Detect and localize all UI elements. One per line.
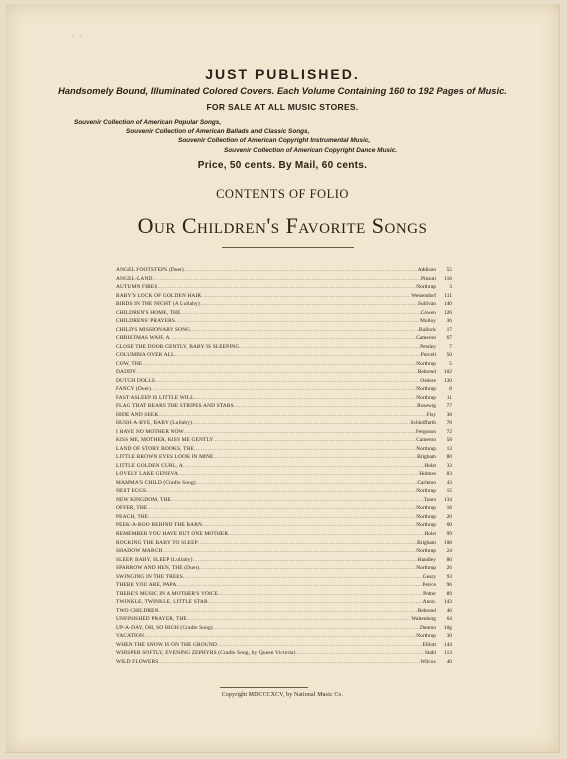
song-author: Cameron xyxy=(416,437,436,444)
dot-leader xyxy=(147,504,416,513)
page-number: 140 xyxy=(443,301,452,308)
song-author: Tours xyxy=(423,496,436,503)
dot-leader xyxy=(158,283,417,292)
dot-leader xyxy=(183,462,424,471)
souvenir-line: Souvenir Collection of American Copyright Instrumental Music, xyxy=(178,137,371,145)
page-number: 26 xyxy=(446,565,452,572)
song-author: Northrup xyxy=(416,488,436,495)
toc-row xyxy=(116,453,452,462)
price-line: Price, 50 cents. By Mail, 60 cents. xyxy=(197,160,368,171)
song-author: Northrup xyxy=(416,386,436,393)
page-number: 33 xyxy=(446,462,452,469)
song-author: Addison xyxy=(417,267,436,273)
song-title: NEST EGGS xyxy=(116,488,147,495)
song-title: UP-A-DAY, OH, SO HIGH (Cradle Song) xyxy=(116,624,213,631)
song-title: CHILDREN'S HOME, THE xyxy=(116,309,181,316)
song-title: DADDY xyxy=(116,369,137,376)
song-author: Northrup xyxy=(416,360,436,367)
page-number: 80 xyxy=(446,454,452,461)
dot-leader xyxy=(196,479,418,488)
page-number: 134 xyxy=(443,496,452,503)
song-title: COW, THE xyxy=(116,360,143,367)
song-title: THERE YOU ARE, PAPA xyxy=(116,582,177,589)
dot-leader xyxy=(201,292,411,301)
song-author: Purcell xyxy=(420,352,436,359)
page-number: 24 xyxy=(446,548,452,555)
toc-row xyxy=(116,470,452,479)
song-author: Northrup xyxy=(416,522,436,529)
dot-leader xyxy=(178,470,419,479)
page-number: 67 xyxy=(446,335,452,342)
song-title: FAST ASLEEP IS LITTLE WILL xyxy=(116,394,194,401)
toc-row xyxy=(116,360,452,369)
page-number: 7 xyxy=(449,343,452,350)
table-of-contents xyxy=(116,266,452,666)
toc-row xyxy=(116,504,452,513)
song-author: Peirce xyxy=(422,582,436,589)
song-author: Behrend xyxy=(417,607,436,614)
page-number: 108 xyxy=(443,539,452,546)
dot-leader xyxy=(193,556,418,565)
toc-row xyxy=(116,573,452,582)
song-title: NEW KINGDOM, THE xyxy=(116,496,172,503)
toc-row xyxy=(116,385,452,394)
dot-leader xyxy=(170,334,417,343)
toc-row xyxy=(116,641,452,650)
page-number: 55 xyxy=(446,267,452,273)
page-number: 113 xyxy=(444,650,452,657)
song-author: Schleiffarth xyxy=(410,420,436,427)
song-author: Cameron xyxy=(416,335,436,342)
song-title: FLAG THAT BEARS THE STRIPES AND STARS xyxy=(116,403,234,410)
binding-description: Handsomely Bound, Illuminated Colored Covers. Each Volume Containing 160 to 192 Pages of Music. xyxy=(58,86,507,97)
song-title: MAMMA'S CHILD (Cradle Song) xyxy=(116,479,196,486)
toc-row xyxy=(116,326,452,335)
advertisement-header xyxy=(6,66,559,112)
dot-leader xyxy=(171,496,424,505)
toc-row xyxy=(116,275,452,284)
song-author: Bullock xyxy=(418,326,436,333)
dot-leader xyxy=(184,428,416,437)
dot-leader xyxy=(213,453,417,462)
stores-line: FOR SALE AT ALL MUSIC STORES. xyxy=(206,102,359,112)
just-published-heading: JUST PUBLISHED. xyxy=(205,66,360,82)
page-number: 46 xyxy=(446,607,452,614)
page-number: 13 xyxy=(446,445,452,452)
song-title: PEEK-A-BOO BEHIND THE BARN xyxy=(116,522,203,529)
toc-row xyxy=(116,607,452,616)
page-number: 93 xyxy=(446,573,452,580)
song-author: Denton xyxy=(420,624,436,631)
song-title: LOVELY LAKE GENEVA xyxy=(116,471,179,478)
page-number: 11 xyxy=(446,394,452,401)
song-title: ANGEL FOOTSTEPS (Duet) xyxy=(116,267,184,273)
song-title: WHEN THE SNOW IS ON THE GROUND xyxy=(116,641,217,648)
page-number: 3 xyxy=(449,284,452,291)
song-title: LAND OF STORY BOOKS, THE xyxy=(116,445,194,452)
song-title: HIDE AND SEEK xyxy=(116,411,159,418)
song-author: Handley xyxy=(417,556,436,563)
song-author: Persley xyxy=(420,343,436,350)
song-title: I HAVE NO MOTHER NOW xyxy=(116,428,184,435)
song-author: Anon. xyxy=(422,599,436,606)
song-author: Wilcox xyxy=(420,658,436,665)
toc-row xyxy=(116,334,452,343)
toc-row xyxy=(116,317,452,326)
toc-row xyxy=(116,266,452,275)
souvenir-collections xyxy=(6,118,559,155)
dot-leader xyxy=(217,641,423,650)
dot-leader xyxy=(148,513,416,522)
dot-leader xyxy=(158,658,420,667)
dot-leader xyxy=(296,649,425,658)
song-title: HUSH-A-BYE, BABY (Lullaby) xyxy=(116,420,193,427)
page-marks: · · xyxy=(72,34,84,40)
song-title: BIRDS IN THE NIGHT (A Lullaby) xyxy=(116,301,200,308)
page-number: 102 xyxy=(443,369,452,376)
song-title: FANCY (Duet) xyxy=(116,386,151,393)
song-title: BABY'S LOCK OF GOLDEN HAIR xyxy=(116,292,202,299)
folio-page xyxy=(6,4,560,753)
song-title: CHRISTMAS WAIF, A xyxy=(116,335,170,342)
page-number: 30 xyxy=(446,633,452,640)
song-author: Sullivan xyxy=(418,301,436,308)
dot-leader xyxy=(218,590,423,599)
song-title: OFFER, THE xyxy=(116,505,148,512)
song-title: SLEEP, BABY, SLEEP (Lullaby) xyxy=(116,556,193,563)
song-author: Fisy xyxy=(426,411,436,418)
page-number: 72 xyxy=(446,428,452,435)
dot-leader xyxy=(153,275,421,284)
song-author: Pinsuti xyxy=(421,275,436,282)
toc-row xyxy=(116,309,452,318)
dot-leader xyxy=(155,377,420,386)
toc-row xyxy=(116,521,452,530)
title-divider xyxy=(222,247,354,248)
song-author: Waltenberg xyxy=(411,616,436,623)
dot-leader xyxy=(183,573,423,582)
dot-leader xyxy=(194,445,416,454)
toc-row xyxy=(116,556,452,565)
dot-leader xyxy=(202,521,416,530)
toc-row xyxy=(116,419,452,428)
song-title: LITTLE GOLDEN CURL, A xyxy=(116,462,183,469)
page-number: 118 xyxy=(444,275,452,282)
page-number: 143 xyxy=(443,599,452,606)
song-author: Geary xyxy=(422,573,436,580)
song-author: Northrup xyxy=(416,284,436,291)
dot-leader xyxy=(184,266,418,275)
song-title: LITTLE BROWN EYES LOOK IN MINE xyxy=(116,454,214,461)
toc-row xyxy=(116,428,452,437)
song-title: WHISPER SOFTLY, EVENING ZEPHYRS (Cradle Song, by Queen Victoria) xyxy=(116,650,296,657)
toc-row xyxy=(116,530,452,539)
footer-divider xyxy=(220,687,308,688)
toc-row xyxy=(116,513,452,522)
page-number: 130 xyxy=(443,377,452,384)
toc-row xyxy=(116,487,452,496)
toc-row xyxy=(116,436,452,445)
song-title: TWO CHILDREN xyxy=(116,607,159,614)
toc-row xyxy=(116,598,452,607)
dot-leader xyxy=(187,615,412,624)
song-title: ROCKING THE BABY TO SLEEP xyxy=(116,539,198,546)
toc-row xyxy=(116,292,452,301)
page-number: 17 xyxy=(446,326,452,333)
song-title: CHILD'S MISSIONARY SONG xyxy=(116,326,191,333)
toc-row xyxy=(116,343,452,352)
song-author: Northrup xyxy=(416,394,436,401)
folio-title: Our Children's Favorite Songs xyxy=(137,213,428,238)
song-title: DUTCH DOLLS xyxy=(116,377,155,384)
song-author: Northrup xyxy=(416,445,436,452)
song-author: Westendorf xyxy=(411,292,436,299)
page-number: 77 xyxy=(446,403,452,410)
page-number: 43 xyxy=(446,479,452,486)
dot-leader xyxy=(136,368,418,377)
dot-leader xyxy=(213,436,416,445)
toc-row xyxy=(116,411,452,420)
page-number: 8 xyxy=(449,386,452,393)
song-author: Rosewig xyxy=(417,403,436,410)
dot-leader xyxy=(194,394,417,403)
toc-row xyxy=(116,649,452,658)
song-title: AUTUMN FIRES xyxy=(116,284,158,291)
dot-leader xyxy=(198,539,417,548)
toc-row xyxy=(116,615,452,624)
song-author: Northrup xyxy=(416,633,436,640)
song-title: CLOSE THE DOOR GENTLY, BABY IS SLEEPING xyxy=(116,343,240,350)
toc-row xyxy=(116,547,452,556)
souvenir-line: Souvenir Collection of American Ballads and Classic Songs, xyxy=(126,128,310,136)
dot-leader xyxy=(151,385,416,394)
page-number: 58 xyxy=(446,437,452,444)
song-title: VACATION xyxy=(116,633,145,640)
song-author: Northrup xyxy=(416,548,436,555)
page-number: 64 xyxy=(446,616,452,623)
toc-row xyxy=(116,539,452,548)
page-number: 86 xyxy=(446,556,452,563)
page-number: 20 xyxy=(446,513,452,520)
song-author: Holst xyxy=(424,530,436,537)
song-author: Northrup xyxy=(416,565,436,572)
page-number: 99 xyxy=(446,530,452,537)
dot-leader xyxy=(142,360,416,369)
dot-leader xyxy=(192,419,411,428)
page-number: 15 xyxy=(446,488,452,495)
dot-leader xyxy=(199,564,416,573)
dot-leader xyxy=(213,624,420,633)
song-title: SHADOW MARCH xyxy=(116,548,163,555)
page-number: 96 xyxy=(446,582,452,589)
toc-row xyxy=(116,590,452,599)
dot-leader xyxy=(146,487,416,496)
souvenir-line: Souvenir Collection of American Popular Songs, xyxy=(74,119,222,126)
dot-leader xyxy=(228,530,424,539)
toc-row xyxy=(116,632,452,641)
song-author: Brigham xyxy=(417,539,436,546)
page-number: 60 xyxy=(446,522,452,529)
dot-leader xyxy=(239,343,420,352)
dot-leader xyxy=(175,351,421,360)
song-author: Northrup xyxy=(416,505,436,512)
toc-row xyxy=(116,624,452,633)
song-author: Holmes xyxy=(419,471,436,478)
page-number: 36 xyxy=(446,318,452,325)
toc-row xyxy=(116,368,452,377)
souvenir-line: Souvenir Collection of American Copyright Dance Music. xyxy=(224,146,398,154)
toc-row xyxy=(116,462,452,471)
song-title: SWINGING IN THE TREES xyxy=(116,573,183,580)
dot-leader xyxy=(181,309,421,318)
copyright-notice: Copyright MDCCCXCV, by National Music Co. xyxy=(221,692,344,698)
song-title: THERE'S MUSIC IN A MOTHER'S VOICE xyxy=(116,590,219,597)
song-author: Holst xyxy=(424,462,436,469)
dot-leader xyxy=(190,326,419,335)
page-number: 40 xyxy=(446,658,452,665)
song-title: UNFINISHED PRAYER, THE xyxy=(116,616,187,623)
song-title: WILD FLOWERS xyxy=(116,658,159,665)
song-author: Cowen xyxy=(420,309,436,316)
page-number: 18 xyxy=(446,505,452,512)
song-title: COLUMBIA OVER ALL xyxy=(116,352,175,359)
song-title: SPARROW AND HEN, THE (Duet) xyxy=(116,565,200,572)
toc-row xyxy=(116,581,452,590)
toc-row xyxy=(116,479,452,488)
song-author: Behrend xyxy=(417,369,436,376)
page-number: 111 xyxy=(444,292,452,299)
song-author: Potter xyxy=(423,590,436,597)
dot-leader xyxy=(234,402,417,411)
page-number: 83 xyxy=(446,471,452,478)
page-number: 50 xyxy=(446,352,452,359)
contents-heading: CONTENTS OF FOLIO xyxy=(216,187,349,201)
toc-row xyxy=(116,564,452,573)
toc-row xyxy=(116,445,452,454)
song-title: PEACH, THE xyxy=(116,513,149,520)
page-number: 144 xyxy=(443,641,452,648)
page-number: 89 xyxy=(446,590,452,597)
toc-row xyxy=(116,402,452,411)
dot-leader xyxy=(144,632,416,641)
song-author: Northrup xyxy=(416,513,436,520)
toc-row xyxy=(116,377,452,386)
song-author: Elliott xyxy=(422,641,436,648)
song-title: ANGEL-LAND xyxy=(116,275,153,282)
song-author: Ostlere xyxy=(420,377,436,384)
song-author: Molloy xyxy=(420,318,436,325)
song-author: Ferguson xyxy=(416,428,436,435)
page-number: 5 xyxy=(449,360,452,367)
toc-row xyxy=(116,496,452,505)
dot-leader xyxy=(176,581,422,590)
page-number: 10g xyxy=(443,624,452,631)
toc-row xyxy=(116,300,452,309)
toc-row xyxy=(116,658,452,667)
song-title: REMEMBER YOU HAVE BUT ONE MOTHER xyxy=(116,530,229,537)
song-title: KISS ME, MOTHER, KISS ME GENTLY xyxy=(116,437,214,444)
toc-row xyxy=(116,351,452,360)
page-number: 38 xyxy=(446,411,452,418)
toc-row xyxy=(116,283,452,292)
song-author: Carleton xyxy=(417,479,436,486)
page-number: 126 xyxy=(443,309,452,316)
dot-leader xyxy=(175,317,420,326)
song-author: Stahl xyxy=(424,650,436,657)
toc-row xyxy=(116,394,452,403)
song-title: CHILDRENS' PRAYERS xyxy=(116,318,176,325)
dot-leader xyxy=(158,411,426,420)
dot-leader xyxy=(200,300,418,309)
dot-leader xyxy=(162,547,416,556)
dot-leader xyxy=(208,598,423,607)
page-number: 70 xyxy=(446,420,452,427)
song-author: Brigham xyxy=(417,454,436,461)
dot-leader xyxy=(159,607,418,616)
song-title: TWINKLE, TWINKLE, LITTLE STAR xyxy=(116,599,208,606)
